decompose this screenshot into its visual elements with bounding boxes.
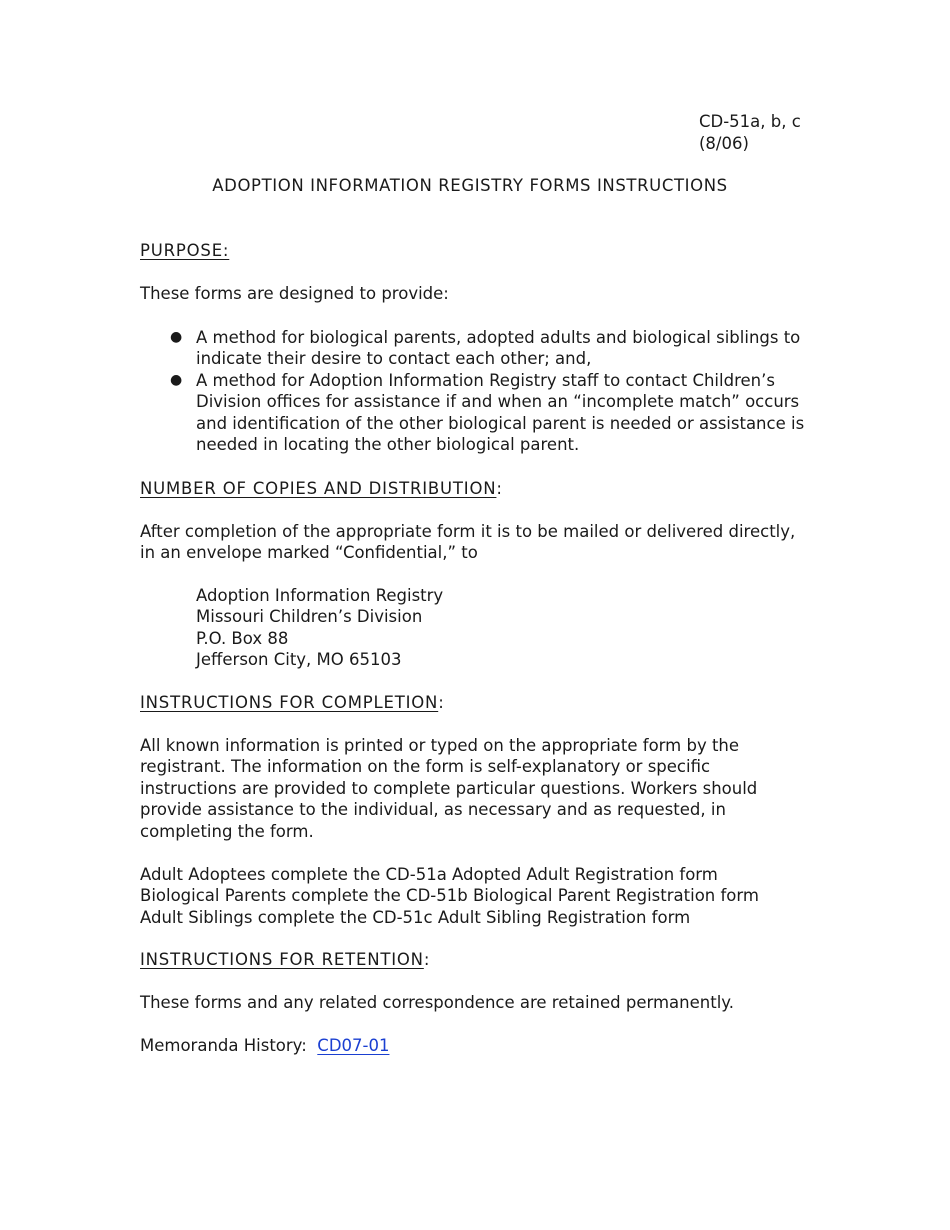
completion-text: All known information is printed or typed on the appropriate form by the registrant. The information on the form is self-explanatory or specific instructions are provided to complete particular questions. Workers should provide assistance to the individual, as necessary and as requested, in completing the form. [140, 736, 758, 841]
form-identifier [699, 111, 839, 154]
address-line: Missouri Children’s Division [196, 607, 423, 627]
memoranda-label: Memoranda History: [140, 1036, 307, 1055]
retention-text: These forms and any related correspondence are retained permanently. [140, 993, 734, 1012]
completion-heading: INSTRUCTIONS FOR COMPLETION: [140, 693, 445, 712]
bullet-icon: ● [170, 329, 183, 345]
distribution-text: After completion of the appropriate form it is to be mailed or delivered directly, in an envelope marked “Confidential,” to [140, 522, 796, 563]
memoranda-history [140, 1035, 810, 1056]
address-line: Adoption Information Registry [196, 586, 444, 605]
form-date: (8/06) [699, 133, 749, 153]
form-line: Adult Adoptees complete the CD-51a Adopted Adult Registration form [140, 865, 718, 884]
form-line: Adult Siblings complete the CD-51c Adult Sibling Registration form [140, 907, 691, 927]
form-list [140, 864, 810, 928]
bullet-icon: ● [170, 371, 183, 388]
purpose-list [140, 327, 810, 455]
address-line: P.O. Box 88 [196, 628, 289, 648]
purpose-heading: PURPOSE: [140, 241, 230, 260]
form-line: Biological Parents complete the CD-51b Biological Parent Registration form [140, 886, 759, 906]
distribution-heading: NUMBER OF COPIES AND DISTRIBUTION: [140, 479, 503, 498]
memoranda-link[interactable]: CD07-01 [317, 1036, 390, 1055]
retention-heading: INSTRUCTIONS FOR RETENTION: [140, 950, 431, 969]
list-item: ● A method for Adoption Information Registry staff to contact Children’s Division offices for assistance if and when an “incomplete match” occurs and identification of the other biological parent is needed or assistance is needed in locating the other biological parent. [170, 370, 805, 455]
purpose-intro: These forms are designed to provide: [140, 284, 449, 303]
list-item: ● A method for biological parents, adopted adults and biological siblings to indicate their desire to contact each other; and, [170, 328, 801, 369]
page-title: ADOPTION INFORMATION REGISTRY FORMS INSTRUCTIONS [212, 176, 728, 195]
mailing-address [140, 585, 866, 671]
form-code: CD-51a, b, c [699, 112, 801, 131]
address-line: Jefferson City, MO 65103 [196, 650, 402, 670]
